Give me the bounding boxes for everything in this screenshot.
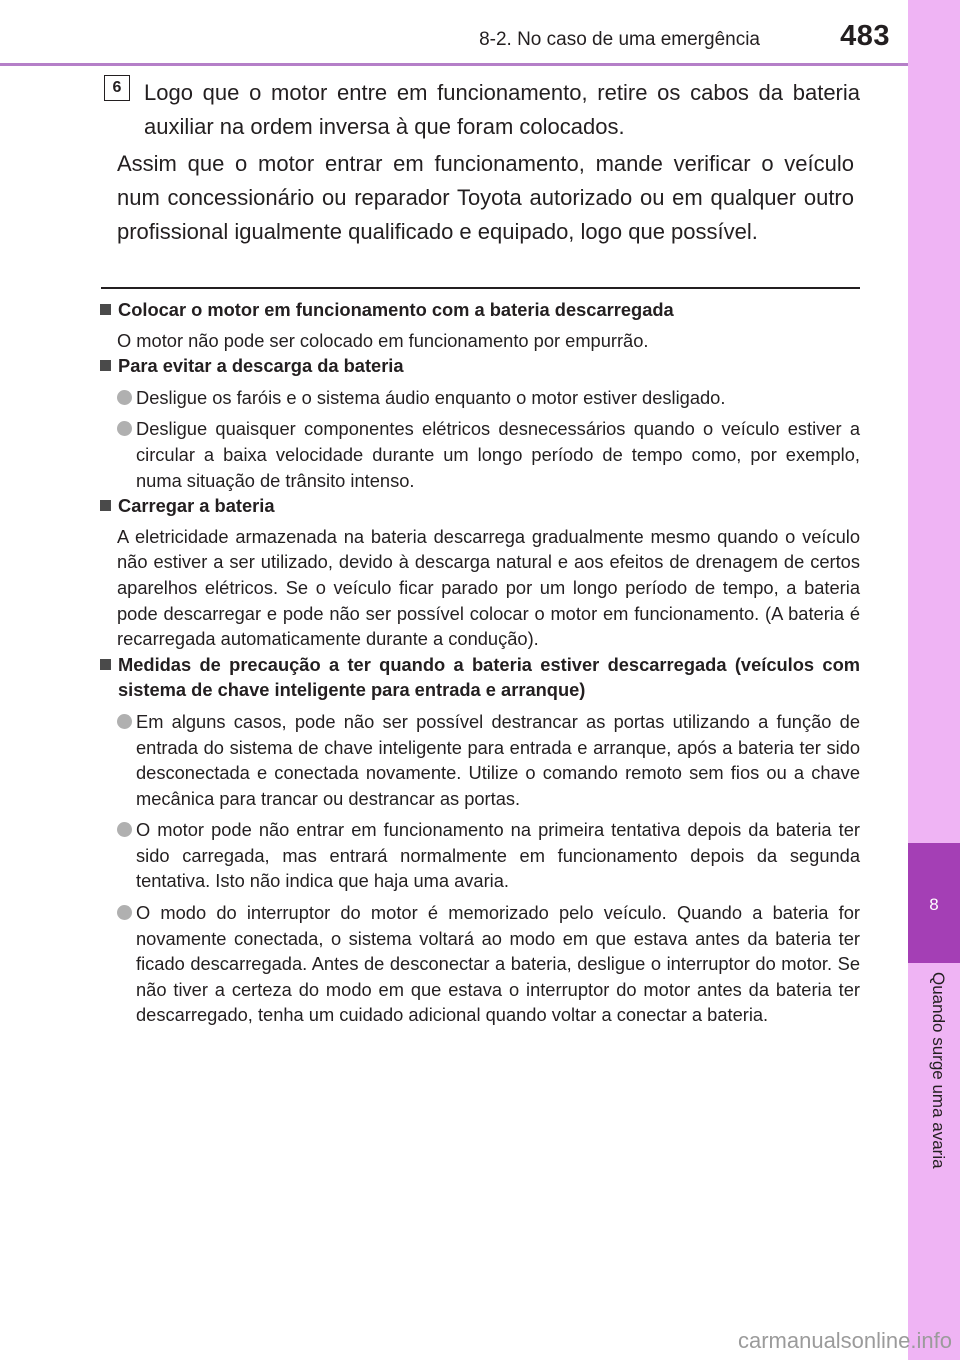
section-heading: Carregar a bateria — [118, 495, 275, 517]
bullet-text: Desligue os faróis e o sistema áudio enquanto o motor estiver desligado. — [136, 386, 726, 408]
square-bullet-icon — [100, 360, 111, 371]
chapter-number: 8 — [929, 895, 939, 914]
bullet-text: Em alguns casos, pode não ser possível destrancar as portas utilizando a função de entrada do sistema de chave inteligente para entrada e arranque, após a bateria ter sido desconectada e conectada novamente. Utilize o comando remoto sem fios ou a chave mecânica para trancar ou destrancar as portas. — [136, 710, 860, 809]
intro-paragraph: Assim que o motor entrar em funcionamento, mande verificar o veículo num concessionário ou reparador Toyota autorizado ou em qualquer outro profissional igualmente qualificado e equipado, logo que possível. — [117, 151, 854, 244]
note-section — [100, 493, 860, 652]
section-body: A eletricidade armazenada na bateria descarrega gradualmente mesmo quando o veículo não estiver a ser utilizado, devido à descarga natural e aos efeitos de drenagem de certos aparelhos elétricos. Se o veículo ficar parado por um longo período de tempo, a bateria pode descarregar e pode não ser possível colocar o motor em funcionamento. (A bateria é recarregada automaticamente durante a condução). — [117, 525, 860, 650]
round-bullet-icon — [117, 714, 132, 729]
bullet-text: O motor pode não entrar em funcionamento na primeira tentativa depois da bateria ter sido carregada, mas entrará normalmente em funcionamento depois da segunda tentativa. Isto não indica que haja uma avaria. — [136, 819, 860, 892]
round-bullet-icon — [117, 390, 132, 405]
square-bullet-icon — [100, 304, 111, 315]
chapter-title: Quando surge uma avaria — [929, 972, 948, 1169]
watermark: carmanualsonline.info — [737, 1328, 952, 1353]
section-title: 8-2. No caso de uma emergência — [479, 29, 760, 50]
page-header — [0, 0, 908, 64]
section-body: O motor não pode ser colocado em funcionamento por empurrão. — [117, 329, 649, 351]
page-number: 483 — [840, 20, 890, 52]
note-section — [100, 353, 860, 493]
note-section — [100, 297, 860, 353]
header-rule — [0, 63, 908, 66]
round-bullet-icon — [117, 421, 132, 436]
step-number-box: 6 — [104, 75, 130, 101]
step-text: Logo que o motor entre em funcionamento, retire os cabos da bateria auxiliar na ordem inversa à que foram colocados. — [144, 80, 860, 139]
round-bullet-icon — [117, 822, 132, 837]
round-bullet-icon — [117, 905, 132, 920]
section-heading: Colocar o motor em funcionamento com a bateria descarregada — [118, 299, 674, 320]
bullet-text: Desligue quaisquer componentes elétricos desnecessários quando o veículo estiver a circular a baixa velocidade durante um longo período de tempo como, por exemplo, numa situação de trânsito intenso. — [136, 418, 860, 491]
notes-content — [100, 297, 860, 1028]
section-divider — [101, 287, 860, 289]
section-heading: Para evitar a descarga da bateria — [118, 355, 404, 377]
chapter-side-tab — [908, 0, 960, 1360]
bullet-text: O modo do interruptor do motor é memorizado pelo veículo. Quando a bateria for novamente conectada, o sistema voltará ao modo em que estava antes da bateria ter ficado descarregada. Antes de desconectar a bateria, desligue o interruptor do motor. Se não tiver a certeza do modo em que estava o interruptor do motor antes da bateria ter descarregado, tenha um cuidado adicional quando voltar a conectar a bateria. — [136, 902, 860, 1026]
square-bullet-icon — [100, 659, 111, 670]
note-section — [100, 652, 860, 1028]
section-heading: Medidas de precaução a ter quando a bateria estiver descarregada (veículos com sistema de chave inteligente para entrada e arranque) — [118, 653, 860, 701]
square-bullet-icon — [100, 500, 111, 511]
